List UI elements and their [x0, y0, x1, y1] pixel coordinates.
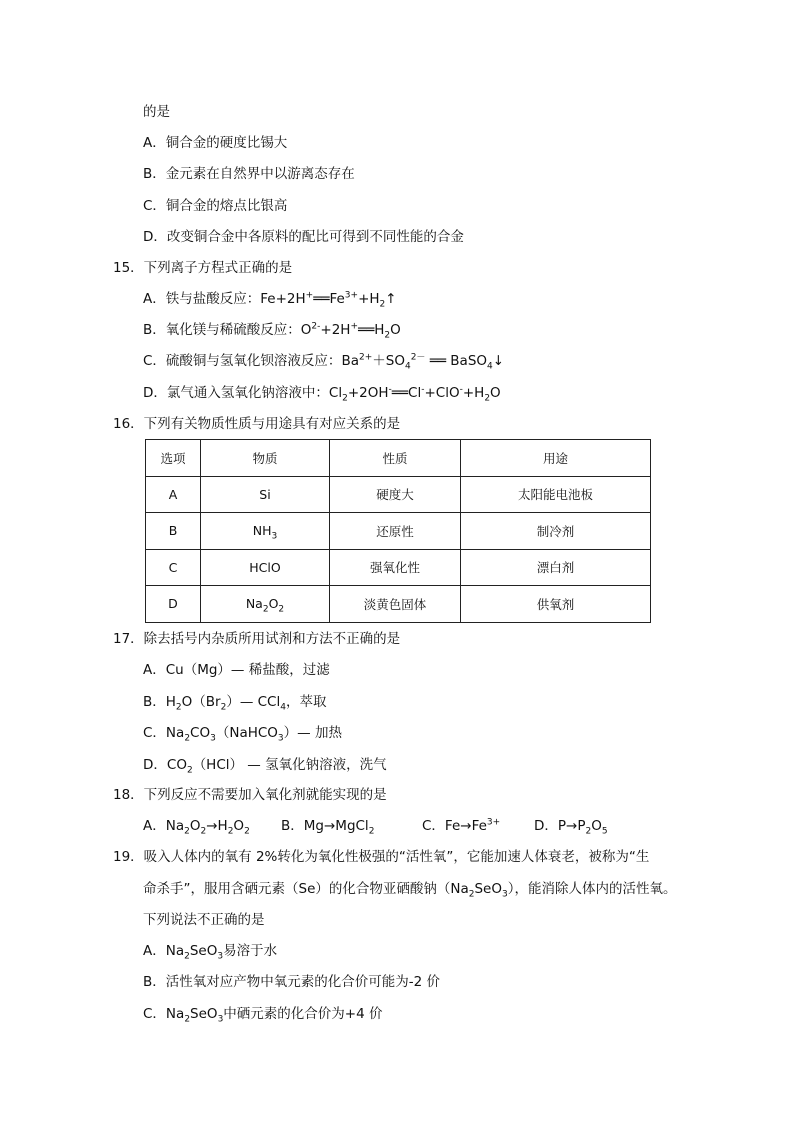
q15-stem: 15．下列离子方程式正确的是 [113, 260, 293, 276]
q17-option-b: B．$H_2O(Br_2)—$ CCl$_4$，萃取 [143, 694, 327, 713]
table-row [146, 549, 651, 586]
header-option: 选项 [146, 440, 201, 477]
q19-stem-line2: 命杀手”，服用含硒元素（Se）的化合物亚硒酸钠$(Na_2SeO_3)$，能消除人体内的活性氧。 [143, 881, 677, 900]
q15-option-c: C．硫酸铜与氢氧化钡溶液反应：$Ba^{2+}+SO_4^{2-}$ ══ BaSO$_4$↓ [143, 352, 505, 372]
header-use: 用途 [461, 440, 651, 477]
cell-use: 制冷剂 [461, 513, 651, 550]
table-row [146, 586, 651, 623]
q15-option-a: A．铁与盐酸反应：$Fe+2H^+══Fe^{3+}+H_2↑$ [143, 290, 397, 310]
q15-option-d: D．氯气通入氢氧化钠溶液中：$Cl_2+2OH^-══Cl^-+ClO^-+H_2O$ [143, 384, 501, 404]
cell-property: 强氧化性 [330, 549, 461, 586]
q18-option-a: A．$Na_2O_2\to H_2O_2$ [143, 818, 250, 837]
q19-option-c: C．$Na_2SeO_3$中硒元素的化合价为+4 价 [143, 1006, 383, 1025]
q18-option-d: D．$P\to P_2O_5$ [534, 818, 608, 837]
q19-stem-line3: 下列说法不正确的是 [143, 912, 265, 928]
table-row [146, 513, 651, 550]
q14-option-a: A．铜合金的硬度比锡大 [143, 135, 288, 151]
q14-option-d: D．改变铜合金中各原料的配比可得到不同性能的合金 [143, 229, 464, 245]
q19-stem-line1: 19．吸入人体内的氧有 2%转化为氧化性极强的“活性氧”，它能加速人体衰老，被称为“生 [113, 849, 650, 865]
cell-property: 还原性 [330, 513, 461, 550]
q18-options [143, 817, 608, 835]
q14-option-c: C．铜合金的熔点比银高 [143, 198, 288, 214]
cell-substance: $Na_2O_2$ [201, 586, 330, 623]
q14-stem-continuation: 的是 [143, 104, 170, 120]
q18-stem: 18．下列反应不需要加入氧化剂就能实现的是 [113, 787, 387, 803]
q16-table [145, 439, 651, 623]
q15-option-b: B．氧化镁与稀硫酸反应：$O^{2-}+2H^+══H_2O$ [143, 321, 401, 341]
q18-option-b: B．Mg→MgCl$_2$ [281, 818, 375, 837]
q19-option-b: B．活性氧对应产物中氧元素的化合价可能为-2 价 [143, 974, 441, 990]
cell-option: C [146, 549, 201, 586]
q17-option-a: A．Cu（Mg）— 稀盐酸，过滤 [143, 662, 330, 678]
q14-option-b: B．金元素在自然界中以游离态存在 [143, 166, 355, 182]
table-row [146, 476, 651, 513]
cell-option: D [146, 586, 201, 623]
cell-use: 太阳能电池板 [461, 476, 651, 513]
cell-property: 硬度大 [330, 476, 461, 513]
cell-use: 供氧剂 [461, 586, 651, 623]
cell-substance: $NH_3$ [201, 513, 330, 550]
header-substance: 物质 [201, 440, 330, 477]
cell-option: B [146, 513, 201, 550]
q19-option-a: A．$Na_2SeO_3$易溶于水 [143, 943, 278, 962]
cell-property: 淡黄色固体 [330, 586, 461, 623]
header-property: 性质 [330, 440, 461, 477]
q17-option-c: C．$Na_2CO_3(NaHCO_3)—$ 加热 [143, 725, 342, 744]
q17-option-d: D．$CO_2(HCl)$ — 氢氧化钠溶液，洗气 [143, 757, 387, 776]
cell-substance: HClO [201, 549, 330, 586]
cell-use: 漂白剂 [461, 549, 651, 586]
table-header-row [146, 440, 651, 477]
q16-stem: 16．下列有关物质性质与用途具有对应关系的是 [113, 416, 401, 432]
cell-substance: Si [201, 476, 330, 513]
cell-option: A [146, 476, 201, 513]
q18-option-c: C．$Fe\to Fe^{3+}$ [422, 817, 501, 834]
q17-stem: 17．除去括号内杂质所用试剂和方法不正确的是 [113, 631, 401, 647]
